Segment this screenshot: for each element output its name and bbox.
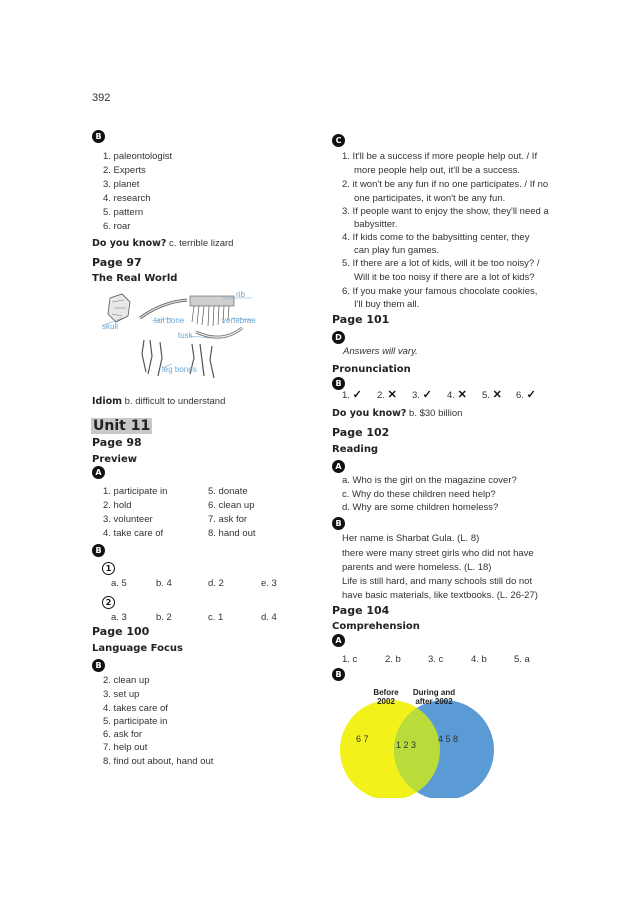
list-item: 2. Experts <box>103 165 146 176</box>
venn-left-title: Before 2002 <box>373 688 399 706</box>
list-item: 8. find out about, hand out <box>103 756 214 767</box>
section-badge-a: A <box>332 460 345 473</box>
do-you-know <box>332 408 462 419</box>
answer-line: more people help out, it'll be a success. <box>354 165 521 176</box>
section-heading: Comprehension <box>332 621 420 632</box>
section-badge-a: A <box>92 466 105 479</box>
list-item: 3. c <box>428 654 444 665</box>
section-badge-b: B <box>92 659 105 672</box>
list-item: 2. b <box>385 654 401 665</box>
answer-line: can play fun games. <box>354 245 440 256</box>
list-item: 6. ask for <box>103 729 143 740</box>
check-icon: ✓ <box>352 389 362 401</box>
list-item: 1. paleontologist <box>103 151 173 162</box>
list-item: 2. clean up <box>103 675 150 686</box>
answer-line: have basic materials, like textbooks. (L. 26-27) <box>342 590 538 601</box>
idiom-answer: b. difficult to understand <box>124 396 226 407</box>
list-item: a. Who is the girl on the magazine cover? <box>342 475 517 486</box>
diagram-label-tail-bone: tail bone <box>154 316 185 325</box>
answer-line: 1. It'll be a success if more people help out. / If <box>342 151 538 162</box>
list-item: 6. roar <box>103 221 131 232</box>
list-item: 4. research <box>103 193 151 204</box>
section-heading: Reading <box>332 444 379 455</box>
do-you-know-label: Do you know? <box>332 408 407 419</box>
idiom-label: Idiom <box>92 396 123 407</box>
do-you-know-label: Do you know? <box>92 238 167 249</box>
list-item: 8. hand out <box>208 528 256 539</box>
answer-line: 2. it won't be any fun if no one participates. / If no <box>342 179 549 190</box>
answer-line: 6. If you make your famous chocolate cookies, <box>342 286 538 297</box>
diagram-label-rib: rib <box>236 290 245 299</box>
answer-line: Life is still hard, and many schools still do not <box>342 576 533 587</box>
venn-right-title: During and after 2002 <box>412 688 456 706</box>
venn-left-values: 6 7 <box>356 734 369 744</box>
list-item: 5. a <box>514 654 530 665</box>
section-badge-b: B <box>332 668 345 681</box>
page-heading: Page 97 <box>92 256 142 269</box>
list-item: c. Why do these children need help? <box>342 489 496 500</box>
page-heading: Page 100 <box>92 625 150 638</box>
check-icon: ✓ <box>422 389 432 401</box>
list-item: 5. pattern <box>103 207 144 218</box>
list-item: 7. help out <box>103 742 148 753</box>
section-badge-b: B <box>92 130 105 143</box>
list-item: 7. ask for <box>208 514 248 525</box>
section-badge-d: D <box>332 331 345 344</box>
pron-item: 4. ✕ <box>447 389 467 401</box>
list-item: 5. participate in <box>103 716 168 727</box>
diagram-label-vertebrae: vertebrae <box>222 316 256 325</box>
answer-line: 5. If there are a lot of kids, will it be too noisy? / <box>342 258 540 269</box>
answer-line: there were many street girls who did not have <box>342 548 534 559</box>
pron-item: 3. ✓ <box>412 389 432 401</box>
sub-badge-2: 2 <box>102 596 115 609</box>
section-badge-b: B <box>92 544 105 557</box>
answer-line: parents and were homeless. (L. 18) <box>342 562 492 573</box>
list-item: a. 3 <box>111 612 127 623</box>
list-item: c. 1 <box>208 612 224 623</box>
answer-line: I'll buy them all. <box>354 299 420 310</box>
pron-item: 6. ✓ <box>516 389 536 401</box>
answer-line: 4. If kids come to the babysitting center, they <box>342 232 530 243</box>
list-item: 4. take care of <box>103 528 164 539</box>
section-badge-b: B <box>332 377 345 390</box>
list-item: 4. takes care of <box>103 703 168 714</box>
page-heading: Page 98 <box>92 436 142 449</box>
list-item: 2. hold <box>103 500 132 511</box>
section-heading: Pronunciation <box>332 364 411 375</box>
cross-icon: ✕ <box>457 389 467 401</box>
answer-line: babysitter. <box>354 219 398 230</box>
cross-icon: ✕ <box>492 389 502 401</box>
list-item: a. 5 <box>111 578 127 589</box>
answer-line: Her name is Sharbat Gula. (L. 8) <box>342 533 480 544</box>
section-heading: Language Focus <box>92 643 183 654</box>
list-item: e. 3 <box>261 578 277 589</box>
section-heading: The Real World <box>92 273 178 284</box>
diagram-label-leg-bones: leg bones <box>162 365 197 374</box>
list-item: d. 2 <box>208 578 224 589</box>
list-item: d. Why are some children homeless? <box>342 502 499 513</box>
section-badge-c: C <box>332 134 345 147</box>
venn-right-values: 4 5 8 <box>438 734 459 744</box>
list-item: b. 4 <box>156 578 172 589</box>
section-badge-b: B <box>332 517 345 530</box>
list-item: 6. clean up <box>208 500 255 511</box>
list-item: 3. planet <box>103 179 140 190</box>
answer-text: Answers will vary. <box>343 346 418 357</box>
list-item: 4. b <box>471 654 487 665</box>
list-item: 5. donate <box>208 486 248 497</box>
idiom <box>92 396 225 407</box>
do-you-know-answer: b. $30 billion <box>409 408 463 419</box>
do-you-know-answer: c. terrible lizard <box>169 238 234 249</box>
list-item: b. 2 <box>156 612 172 623</box>
cross-icon: ✕ <box>387 389 397 401</box>
diagram-label-skull: skull <box>102 322 119 331</box>
list-item: 3. volunteer <box>103 514 153 525</box>
list-item: 1. c <box>342 654 358 665</box>
section-heading: Preview <box>92 454 138 465</box>
venn-overlap-values: 1 2 3 <box>396 740 417 750</box>
page-heading: Page 104 <box>332 604 390 617</box>
page-heading: Page 101 <box>332 313 390 326</box>
answer-line: one participates, it won't be any fun. <box>354 193 506 204</box>
do-you-know <box>92 238 233 249</box>
unit-title: Unit 11 <box>93 418 151 434</box>
answer-line: 3. If people want to enjoy the show, they'll need a <box>342 206 549 217</box>
section-badge-a: A <box>332 634 345 647</box>
answer-line: Will it be too noisy if there are a lot of kids? <box>354 272 535 283</box>
list-item: d. 4 <box>261 612 277 623</box>
pron-item: 1. ✓ <box>342 389 362 401</box>
pron-item: 5. ✕ <box>482 389 502 401</box>
check-icon: ✓ <box>526 389 536 401</box>
diagram-label-tusk: tusk <box>178 331 193 340</box>
list-item: 3. set up <box>103 689 140 700</box>
sub-badge-1: 1 <box>102 562 115 575</box>
page-number: 392 <box>92 92 111 104</box>
list-item: 1. participate in <box>103 486 168 497</box>
page-heading: Page 102 <box>332 426 390 439</box>
pron-item: 2. ✕ <box>377 389 397 401</box>
